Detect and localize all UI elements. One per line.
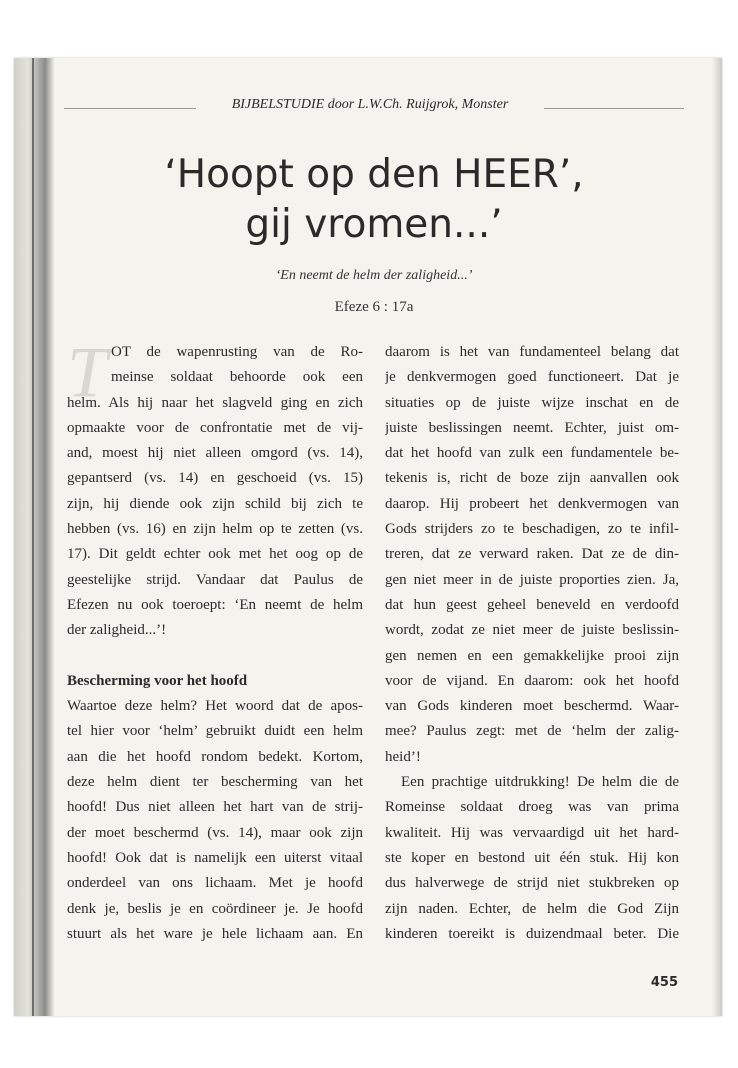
text-line: hebben (vs. 16) en zijn helm op te zetten (vs. <box>67 521 363 538</box>
header-rule-left <box>64 108 196 109</box>
text-line: denk je, beslis je en coördineer je. Je hoofd <box>67 900 363 917</box>
page-number: 455 <box>650 975 678 990</box>
text-line: onderdeel van ons lichaam. Met je hoofd <box>67 875 363 892</box>
text-line: situaties op de juiste wijze inschat en de <box>385 394 679 411</box>
page-spine <box>14 58 54 1016</box>
text-line: OT de wapenrusting van de Ro- <box>111 344 363 360</box>
text-line: meinse soldaat behoorde ook een <box>111 369 363 386</box>
text-line: dat hun geest geheel beneveld en verdoofd <box>385 596 679 613</box>
text-line: Gods strijders zo te beschadigen, zo te infil- <box>385 521 679 538</box>
text-line: van Gods kinderen moet beschermd. Waar- <box>385 698 679 715</box>
text-line: opmaakte voor de confrontatie met de vij- <box>67 419 363 436</box>
text-line: daarom is het van fundamenteel belang dat <box>385 344 679 360</box>
text-line: stuurt als het ware je hele lichaam aan. En <box>67 925 363 942</box>
section-heading: Bescherming voor het hoofd <box>67 672 248 689</box>
text-line: Een prachtige uitdrukking! De helm die de <box>401 774 679 791</box>
text-line: zijn naden. Echter, de helm die God Zijn <box>385 900 679 917</box>
drop-cap: T <box>67 332 108 412</box>
page-edge <box>712 58 722 1016</box>
text-line: gepantserd (vs. 14) en geschoeid (vs. 15) <box>67 470 363 487</box>
text-line: juiste beslissingen neemt. Echter, juist om- <box>385 419 679 436</box>
text-line: daarop. Hij probeert het denkvermogen van <box>385 495 679 512</box>
text-line: Efezen nu ook toeroept: ‘En neemt de helm <box>67 596 363 613</box>
text-line: wordt, zodat ze niet meer de juiste beslissin- <box>385 622 679 639</box>
text-line: tel hier voor ‘helm’ gebruikt duidt een helm <box>67 723 363 740</box>
text-line: hoofd! Ook dat is namelijk een uiterst vitaal <box>67 849 363 866</box>
text-line: treren, dat ze verward raken. Dat ze de din- <box>385 546 679 563</box>
text-line: mee? Paulus zegt: met de ‘helm der zalig- <box>385 723 679 740</box>
text-line: and, moest hij niet alleen omgord (vs. 14), <box>67 445 363 462</box>
text-line: zijn, hij diende ook zijn schild bij zich te <box>67 495 363 512</box>
article-title <box>114 150 634 250</box>
text-line: gen niet meer in de juiste proporties zien. Ja, <box>385 571 679 588</box>
text-line: helm. Als hij naar het slagveld ging en zich <box>67 394 363 411</box>
text-line: geestelijke strijd. Vandaar dat Paulus de <box>67 571 363 588</box>
text-line: ste koper en bestond uit één stuk. Hij kon <box>385 849 679 866</box>
text-line: hoofd! Dus niet alleen het hart van de strij- <box>67 799 363 816</box>
text-line: heid’! <box>385 748 421 765</box>
text-line: Romeinse soldaat droeg was van prima <box>385 799 679 816</box>
text-line: Waartoe deze helm? Het woord dat de apos- <box>67 698 363 715</box>
right-column <box>385 340 679 947</box>
text-line: der moet beschermd (vs. 14), maar ook zijn <box>67 824 363 841</box>
text-line: voor de vijand. En daarom: ook het hoofd <box>385 672 679 689</box>
text-line: der zaligheid...’! <box>67 622 167 639</box>
title-line-2: gij vromen...’ <box>245 202 503 247</box>
title-line-1: ‘Hoopt op den HEER’, <box>164 152 584 197</box>
text-line: dus halverwege de strijd niet stukbreken op <box>385 875 679 892</box>
text-line: kinderen toereikt is duizendmaal beter. Die <box>385 925 679 942</box>
text-line: kwaliteit. Hij was vervaardigd uit het hard- <box>385 824 679 841</box>
text-line: dat het hoofd van zulk een fundamentele be- <box>385 445 679 462</box>
scripture-reference: Efeze 6 : 17a <box>334 299 414 315</box>
text-line: aan die het hoofd rondom bedekt. Kortom, <box>67 748 363 765</box>
magazine-page <box>14 58 722 1016</box>
text-line: tekenis is, richt de boze zijn aanvallen ook <box>385 470 679 487</box>
text-line: deze helm dient ter bescherming van het <box>67 774 363 791</box>
text-line: je denkvermogen goed functioneert. Dat je <box>385 369 679 386</box>
running-header: BIJBELSTUDIE door L.W.Ch. Ruijgrok, Monster <box>231 97 509 112</box>
text-line: gen nemen en een gemakkelijke prooi zijn <box>385 647 679 664</box>
header-rule-right <box>544 108 684 109</box>
text-line: 17). Dit geldt echter ook met het oog op de <box>67 546 363 563</box>
left-column <box>67 332 363 947</box>
article-subtitle: ‘En neemt de helm der zaligheid...’ <box>275 268 473 283</box>
